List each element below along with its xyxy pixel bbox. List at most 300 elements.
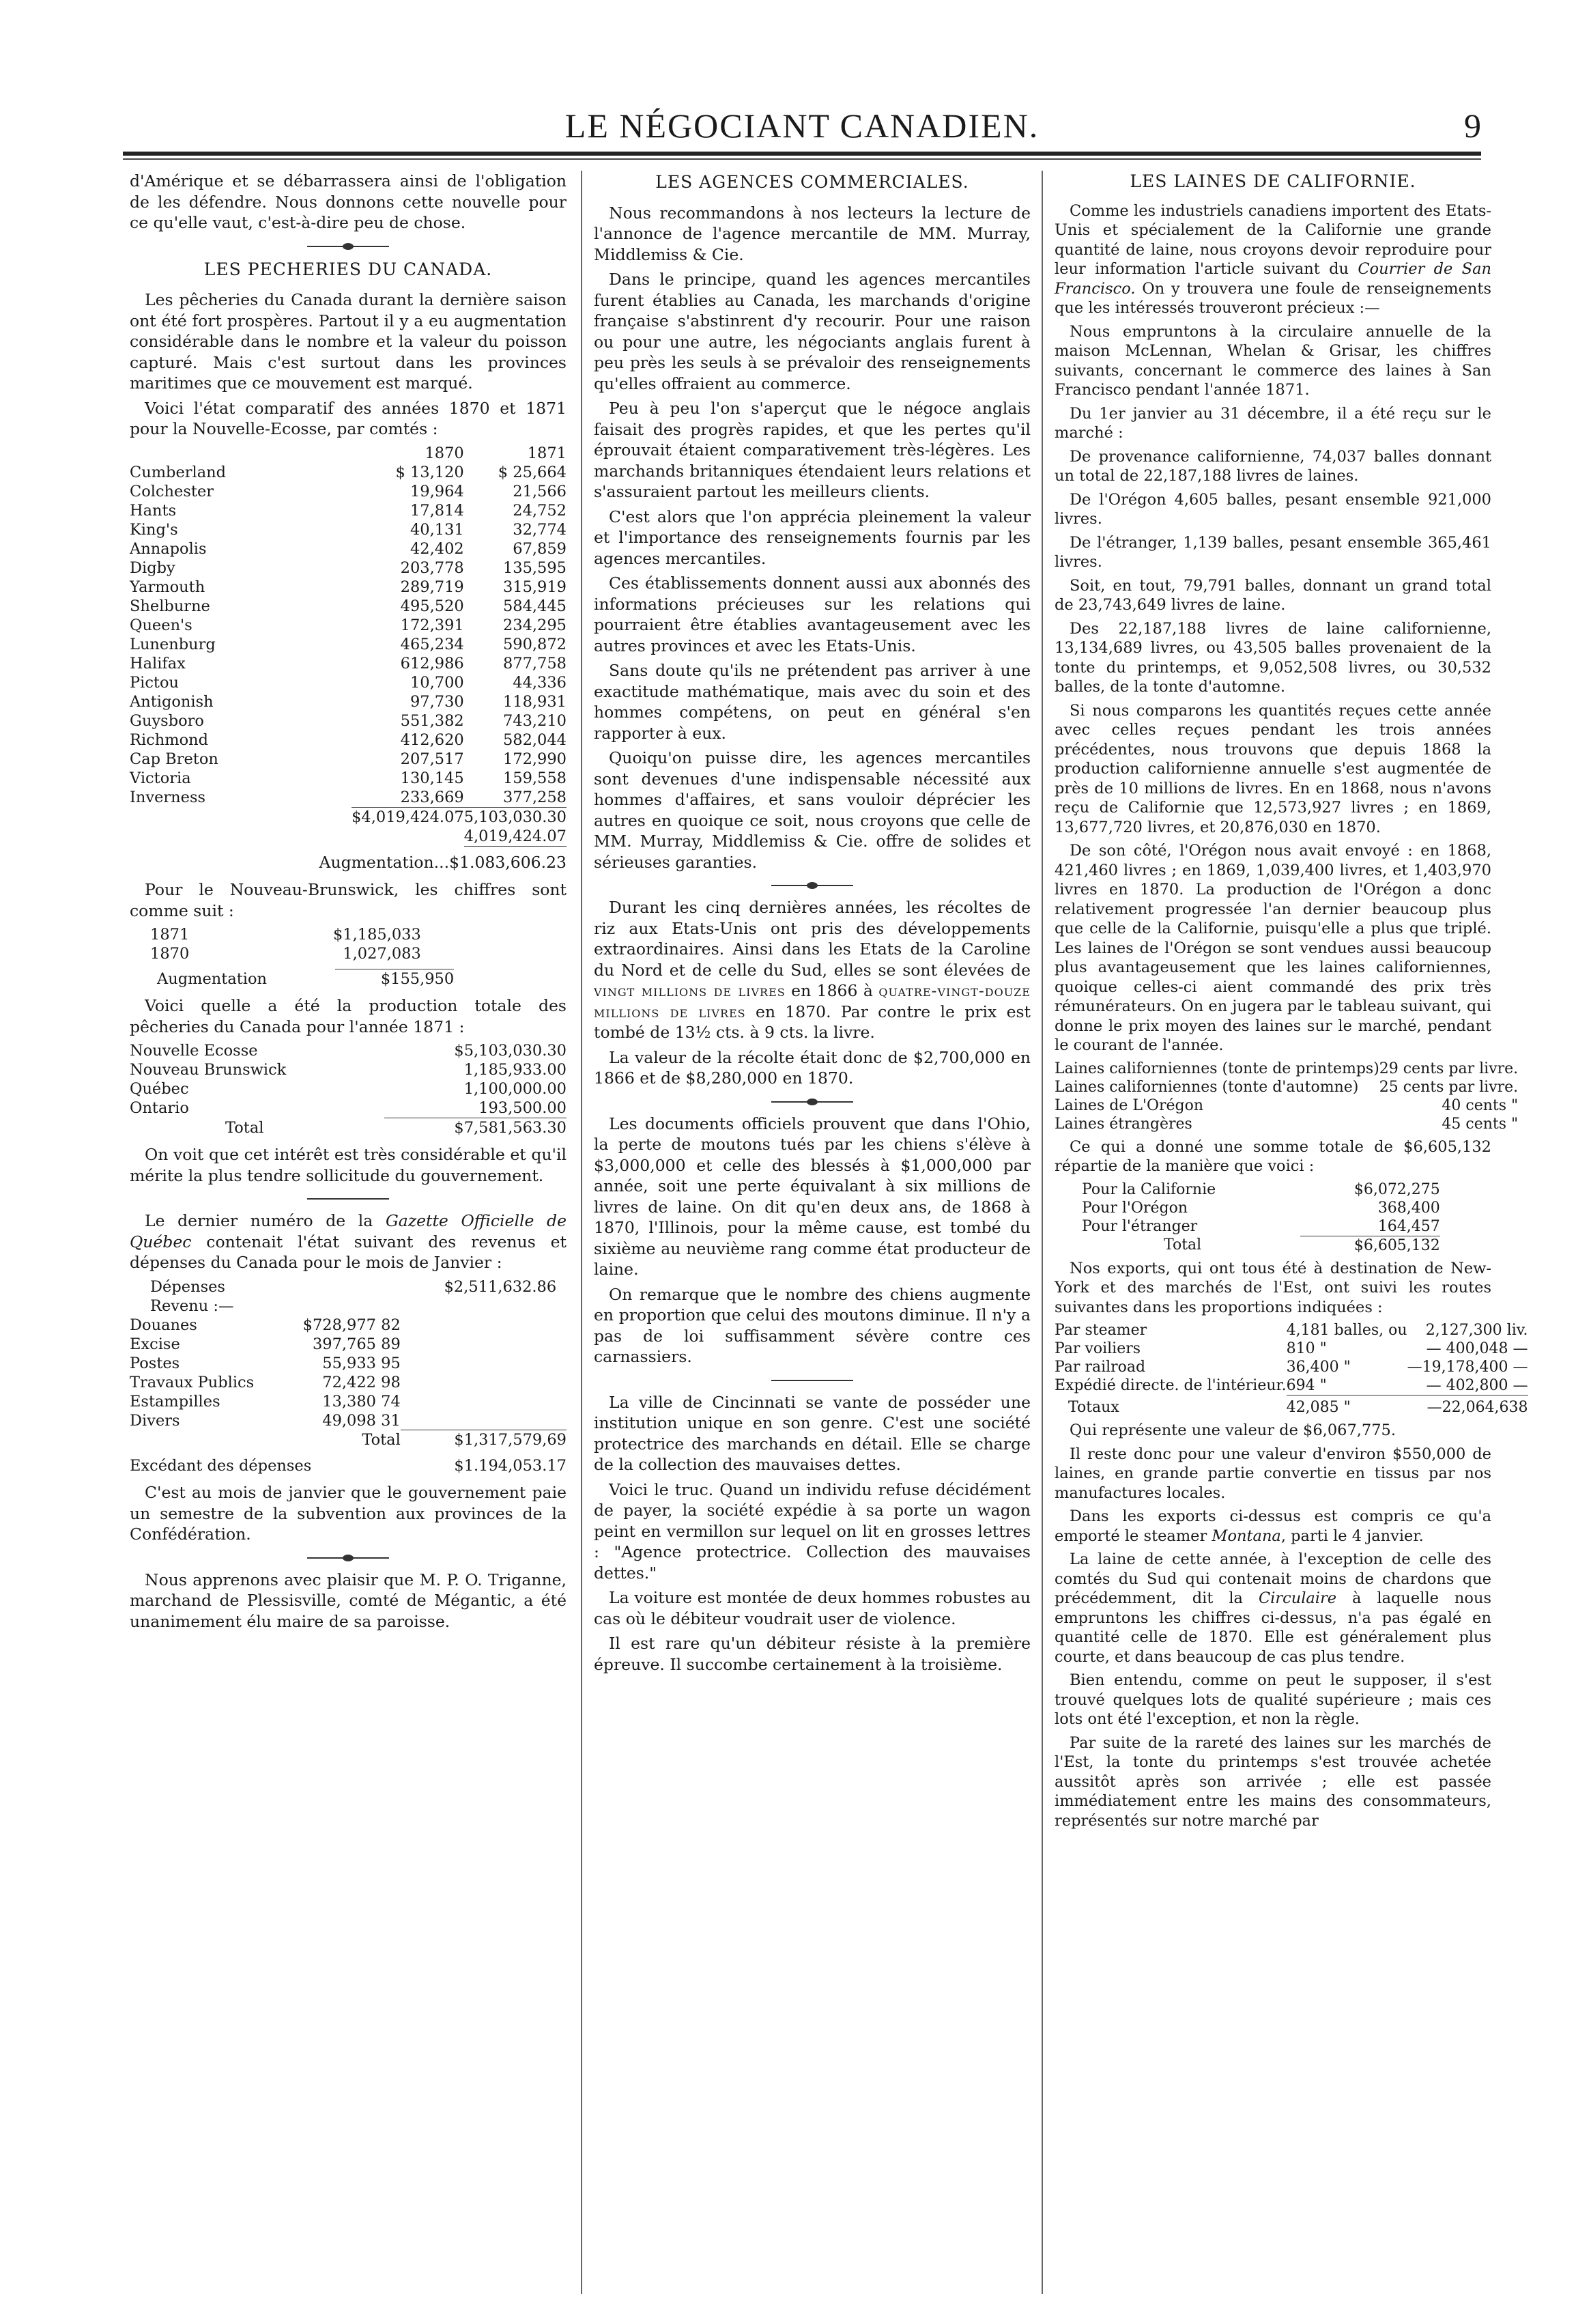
- province-label: Québec: [130, 1080, 189, 1098]
- paragraph: Par suite de la rareté des laines sur les marchés de l'Est, la tonte du printemps s'est trouvée achetée aussitôt après son arrivée ; elle est passée immédiatement entre les mains des consommateurs, représentés sur notre marché par: [1055, 1733, 1491, 1830]
- year-header: 1870: [425, 444, 464, 462]
- amount: 207,517: [400, 750, 464, 768]
- value-1871: [464, 501, 567, 520]
- table-row: [130, 1373, 567, 1392]
- amount: 42,402: [410, 539, 464, 558]
- paragraph: Pour le Nouveau-Brunswick, les chiffres sont comme suit :: [130, 880, 567, 920]
- amount: 465,234: [400, 635, 464, 653]
- revenue-label: Douanes: [130, 1316, 197, 1334]
- paragraph: Sans doute qu'ils ne prétendent pas arriver à une exactitude mathématique, mais avec du soin et des hommes compétens, on peut en général s'en rapporter à eux.: [594, 661, 1031, 743]
- value-1870: [352, 539, 464, 558]
- table-row: [130, 520, 567, 539]
- column-divider: [581, 171, 582, 2294]
- table-row: [130, 1316, 567, 1335]
- text-run: en 1870. Par contre le prix est tombé de 13½ cts. à 9 cts. la livre.: [594, 1002, 1031, 1042]
- value-1870: [352, 463, 464, 482]
- repartition-total-value: $6,605,132: [1300, 1236, 1440, 1255]
- excedant-value: $1.194,053.17: [454, 1457, 567, 1475]
- paragraph: Ces établissements donnent aussi aux abonnés des informations précieuses sur les relations qui pourraient être établies avantageusement avec les autres provinces et avec les Etats-Unis.: [594, 573, 1031, 655]
- section-separator: [771, 1380, 853, 1381]
- value-1870: [352, 635, 464, 654]
- text-run: Comme les industriels canadiens importent des Etats-Unis et spécialement de la Californie une grande quantité de laine, nous croyons devoir reproduire pour leur information l'article suivant du: [1055, 201, 1491, 278]
- value-1871: [464, 711, 567, 731]
- amount: 24,752: [513, 501, 567, 520]
- paragraph: Voici l'état comparatif des années 1870 et 1871 pour la Nouvelle-Ecosse, par comtés :: [130, 398, 567, 438]
- amount: 590,872: [502, 635, 567, 653]
- section-separator: [307, 246, 389, 247]
- column-divider: [1042, 171, 1043, 2294]
- table-header-row: [130, 444, 567, 463]
- paragraph: Nos exports, qui ont tous été à destination de New-York et des marchés de l'Est, ont suivi les routes suivantes dans les proportions indiquées :: [1055, 1259, 1491, 1316]
- table-row: [1055, 1376, 1528, 1395]
- revenue-value: $728,977 82: [302, 1316, 401, 1334]
- table-row: [1055, 1358, 1528, 1376]
- amount: 1,027,083: [343, 945, 421, 963]
- revenue-value: 72,422 98: [322, 1373, 401, 1391]
- repartition-table: [1082, 1180, 1440, 1255]
- amount: 551,382: [400, 711, 464, 730]
- exports-total-label: Totaux: [1068, 1398, 1119, 1416]
- wool-type: Laines étrangères: [1055, 1115, 1192, 1133]
- riz-paragraph: [594, 897, 1031, 1043]
- table-row: [130, 731, 567, 750]
- nb-table: [150, 925, 421, 963]
- value-1870: [352, 769, 464, 788]
- value-1870: [352, 501, 464, 520]
- value-1871: [464, 654, 567, 673]
- table-row: [1082, 1180, 1440, 1199]
- table-row: [130, 1099, 567, 1118]
- route-label: Par voiliers: [1055, 1340, 1141, 1357]
- paragraph: Quoiqu'on puisse dire, les agences mercantiles sont devenues d'une indispensable nécessité aux hommes d'affaires, et sans vouloir déprécier les autres en quoique ce soit, nous croyons que celle de MM. Murray, Middlemiss & Cie. offre de solides et sérieuses garanties.: [594, 748, 1031, 872]
- value-1870: [352, 731, 464, 750]
- nb-aug-label: Augmentation: [157, 969, 268, 988]
- article-heading: LES AGENCES COMMERCIALES.: [655, 172, 969, 192]
- paragraph: De l'Orégon 4,605 balles, pesant ensemble 921,000 livres.: [1055, 490, 1491, 528]
- table-row: [130, 558, 567, 578]
- paragraph: Les pêcheries du Canada durant la dernière saison ont été fort prospères. Partout il y a eu augmentation considérable dans le nombre et la valeur du poisson capturé. Mais c'est surtout dans les provinces maritimes que ce mouvement est marqué.: [130, 290, 567, 393]
- revenue-total-label: Total: [362, 1430, 401, 1449]
- paragraph: De l'étranger, 1,139 balles, pesant ensemble 365,461 livres.: [1055, 533, 1491, 571]
- table-row: [130, 539, 567, 558]
- total-1870: $4,019,424.07: [352, 808, 464, 826]
- laines-intro: [1055, 201, 1491, 318]
- paragraph: Du 1er janvier au 31 décembre, il a été reçu sur le marché :: [1055, 404, 1491, 442]
- column-2: [594, 171, 1031, 2294]
- table-row: [150, 925, 421, 944]
- county-name: Richmond: [130, 731, 209, 749]
- amount: 40,131: [410, 520, 464, 539]
- county-name: Guysboro: [130, 711, 204, 730]
- amount: 118,931: [502, 692, 567, 711]
- paragraph: Nous empruntons à la circulaire annuelle de la maison McLennan, Whelan & Grisar, les chiffres suivants, concernant le commerce des laines à San Francisco pendant l'année 1871.: [1055, 322, 1491, 399]
- table-row: [130, 1041, 567, 1060]
- paragraph: De son côté, l'Orégon nous avait envoyé : en 1868, 421,460 livres ; en 1869, 1,039,400 livres, et 1,403,970 livres en 1870. La production de l'Orégon a donc relativement progressée l'an dernier beaucoup plus que celle de la Californie, puisqu'elle a plus que triplé. Les laines de l'Orégon se sont vendues aussi beaucoup plus avantageusement que les laines californiennes, quoique celles-ci aient commandé des prix très rémunérateurs. On en jugera par le tableau suivant, qui donne le prix moyen des laines sur le marché, pendant le courant de l'année.: [1055, 842, 1491, 1054]
- revenue-label: Postes: [130, 1354, 180, 1372]
- masthead-rule: [123, 152, 1481, 156]
- text-run: Dans les exports ci-dessus est compris ce qu'a emporté le steamer: [1055, 1507, 1491, 1545]
- value-1870: [352, 482, 464, 501]
- county-name: Shelburne: [130, 597, 210, 615]
- amount: 289,719: [400, 578, 464, 596]
- amount: 17,814: [410, 501, 464, 520]
- repartition-total-label: Total: [1164, 1236, 1202, 1254]
- table-row: [150, 944, 421, 963]
- amount: 612,986: [400, 654, 464, 672]
- value-1871: [464, 635, 567, 654]
- value-1870: [352, 578, 464, 597]
- province-table: [130, 1041, 567, 1137]
- spacer-cell: [401, 1411, 567, 1430]
- county-name: King's: [130, 520, 178, 539]
- table-row: [130, 635, 567, 654]
- year-label: 1871: [150, 926, 190, 944]
- amount: 1,100,000.00: [463, 1080, 567, 1098]
- price: 29 cents par livre.: [1379, 1060, 1519, 1077]
- value-1871: [464, 673, 567, 692]
- county-name: Hants: [130, 501, 177, 520]
- province-total-value: $7,581,563.30: [384, 1118, 567, 1138]
- paragraph: On voit que cet intérêt est très considérable et qu'il mérite la plus tendre sollicitude du gouvernement.: [130, 1145, 567, 1185]
- table-row: [130, 578, 567, 597]
- amount: 13,120: [410, 463, 464, 481]
- bales: 36,400 ": [1286, 1359, 1351, 1376]
- destination: Pour l'étranger: [1082, 1217, 1198, 1235]
- revenue-value: 13,380 74: [322, 1392, 401, 1411]
- price-table: [1055, 1060, 1518, 1133]
- value-1870: [352, 597, 464, 616]
- amount: 368,400: [1377, 1199, 1440, 1217]
- table-row: [130, 769, 567, 788]
- nb-augmentation: [157, 969, 454, 989]
- subtract-value: 4,019,424.07: [463, 827, 567, 845]
- amount: 21,566: [513, 482, 567, 500]
- paragraph: Bien entendu, comme on peut le supposer, il s'est trouvé quelques lots de qualité supérieure ; mais ces lots ont été l'exception, et non la règle.: [1055, 1671, 1491, 1728]
- route-label: Par steamer: [1055, 1322, 1147, 1339]
- value-1871: [464, 463, 567, 482]
- table-row: [130, 482, 567, 501]
- text-run: à laquelle nous empruntons les chiffres ci-dessus, n'a pas égalé en quantité celle de 1870. Elle est généralement plus courte, et dans beaucoup de cas plus tendre.: [1055, 1589, 1491, 1666]
- amount: 1,185,933.00: [463, 1061, 567, 1079]
- publication-name: Gazette Officielle de Québec: [130, 1211, 567, 1251]
- county-name: Pictou: [130, 673, 180, 692]
- destination: Pour la Californie: [1082, 1180, 1216, 1198]
- table-row: [130, 1354, 567, 1373]
- section-separator: [307, 1198, 389, 1200]
- price: 25 cents par livre.: [1379, 1078, 1519, 1096]
- amount: 32,774: [513, 520, 567, 539]
- bales: 4,181 balles, ou: [1286, 1322, 1407, 1339]
- value-1871: [464, 597, 567, 616]
- text-run: On y trouvera une foule de renseignements que les intéressés trouveront précieux :—: [1055, 279, 1491, 317]
- paragraph: Nous recommandons à nos lecteurs la lecture de l'annonce de l'agence mercantile de MM. Murray, Middlemiss & Cie.: [594, 203, 1031, 264]
- pounds: 2,127,300 liv.: [1425, 1322, 1528, 1339]
- table-row: [1055, 1321, 1528, 1340]
- article-continuation: d'Amérique et se débarrassera ainsi de l'obligation de les défendre. Nous donnons cette nouvelle pour ce qu'elle vaut, c'est-à-dire peu de chose.: [130, 171, 567, 232]
- text-run: La laine de cette année, à l'exception de celle des comtés du Sud qui contenait moins de chardons que précédemment, dit la: [1055, 1550, 1491, 1607]
- masthead: [123, 106, 1481, 147]
- county-name: Halifax: [130, 654, 186, 672]
- table-row: [130, 1060, 567, 1079]
- county-name: Inverness: [130, 788, 206, 806]
- amount: 159,558: [502, 769, 567, 787]
- table-row: [1055, 1078, 1518, 1096]
- text-run: vingt millions de livres: [594, 981, 786, 1000]
- montana-paragraph: [1055, 1507, 1491, 1546]
- value-1871: [464, 692, 567, 711]
- table-row: [130, 654, 567, 673]
- subtract-row: [130, 827, 567, 847]
- price: 40 cents ": [1442, 1096, 1519, 1114]
- amount: 172,990: [502, 750, 567, 768]
- county-name: Antigonish: [130, 692, 214, 711]
- ship-name: Montana: [1212, 1527, 1281, 1545]
- paragraph: Peu à peu l'on s'aperçut que le négoce anglais faisait des progrès rapides, et que les pertes qu'il éprouvait étaient comparativement très-légères. Les marchands britanniques étendaient leurs relations et s'assuraient partout les meilleurs clients.: [594, 399, 1031, 501]
- paragraph: C'est alors que l'on apprécia pleinement la valeur et l'importance des renseignements fournis par les agences mercantiles.: [594, 507, 1031, 568]
- depenses-label: Dépenses: [150, 1277, 225, 1296]
- table-row: [130, 788, 567, 808]
- value-1871: [464, 558, 567, 578]
- table-row: [130, 1079, 567, 1099]
- paragraph: C'est au mois de janvier que le gouvernement paie un semestre de la subvention aux provinces de la Confédération.: [130, 1483, 567, 1544]
- section-separator: [771, 1101, 853, 1103]
- spacer-cell: [401, 1354, 567, 1373]
- amount: 67,859: [513, 539, 567, 558]
- value-1870: [352, 558, 464, 578]
- paragraph: Soit, en tout, 79,791 balles, donnant un grand total de 23,743,649 livres de laine.: [1055, 576, 1491, 614]
- circulaire-paragraph: [1055, 1550, 1491, 1667]
- value-1871: [464, 731, 567, 750]
- bales: 810 ": [1286, 1340, 1327, 1357]
- value-1870: [352, 673, 464, 692]
- county-name: Annapolis: [130, 539, 207, 558]
- paragraph: La valeur de la récolte était donc de $2,700,000 en 1866 et de $8,280,000 en 1870.: [594, 1047, 1031, 1088]
- county-name: Yarmouth: [130, 578, 205, 596]
- county-name: Queen's: [130, 616, 192, 634]
- amount: 233,669: [400, 788, 464, 806]
- province-total-label: Total: [225, 1118, 264, 1137]
- pounds: — 402,800 —: [1426, 1377, 1528, 1394]
- article-heading: LES LAINES DE CALIFORNIE.: [1130, 171, 1416, 191]
- column-1: [130, 171, 567, 2294]
- paragraph: Dans le principe, quand les agences mercantiles furent établies au Canada, les marchands d'origine française s'abstinrent d'y recourir. Pour une raison ou pour une autre, les négociants anglais furent à peu près les seuls à se prévaloir des renseignements qu'elles offraient au commerce.: [594, 270, 1031, 393]
- year-label: 1870: [150, 945, 190, 963]
- paragraph: La ville de Cincinnati se vante de posséder une institution unique en son genre. C'est une société protectrice des marchands en détail. Elle se charge de la collection des mauvaises dettes.: [594, 1392, 1031, 1474]
- table-row: [1055, 1340, 1528, 1358]
- value-1871: [464, 482, 567, 501]
- depenses-table: [150, 1277, 556, 1316]
- table-row: [130, 750, 567, 769]
- spacer-cell: [401, 1335, 567, 1354]
- amount: 193,500.00: [478, 1099, 567, 1117]
- table-row: [130, 673, 567, 692]
- revenue-label: Excise: [130, 1335, 180, 1353]
- amount: $6,072,275: [1353, 1180, 1440, 1198]
- table-row: [1055, 1115, 1518, 1133]
- paragraph: Des 22,187,188 livres de laine californienne, 13,134,689 livres, ou 43,505 balles provenaient de la tonte du printemps, et 9,052,508 livres, ou 30,532 balles, de la tonte d'automne.: [1055, 619, 1491, 696]
- value-1871: [464, 750, 567, 769]
- depenses-value: $2,511,632.86: [444, 1277, 557, 1296]
- paragraph: Ce qui a donné une somme totale de $6,605,132 répartie de la manière que voici :: [1055, 1137, 1491, 1175]
- newspaper-title: LE NÉGOCIANT CANADIEN.: [564, 107, 1040, 145]
- paragraph: On remarque que le nombre des chiens augmente en proportion que celui des moutons diminue. Il n'y a pas de loi suffisamment sévère contre ces carnassiers.: [594, 1284, 1031, 1366]
- exports-table: [1055, 1321, 1528, 1417]
- amount: 495,520: [400, 597, 464, 615]
- value-1871: [464, 788, 567, 808]
- paragraph: Il est rare qu'un débiteur résiste à la première épreuve. Il succombe certainement à la troisième.: [594, 1634, 1031, 1674]
- exports-total-livres: —22,064,638: [1407, 1395, 1528, 1417]
- page-number: 9: [1464, 107, 1481, 145]
- revenue-value: 55,933 95: [322, 1354, 401, 1372]
- amount: 135,595: [502, 558, 567, 577]
- table-row: [130, 1411, 567, 1430]
- wool-type: Laines de L'Orégon: [1055, 1096, 1204, 1114]
- totals-row: [130, 807, 567, 827]
- paragraph: Voici le truc. Quand un individu refuse décidément de payer, la société expédie à sa porte un wagon peint en vermillon sur lequel on lit en grosses lettres : "Agence protectrice. Collection des mauvaises dettes.": [594, 1479, 1031, 1583]
- wool-type: Laines californiennes (tonte de printemps): [1055, 1060, 1379, 1077]
- county-name: Victoria: [130, 769, 191, 787]
- exports-total-balles: 42,085 ": [1287, 1395, 1407, 1417]
- amount: 44,336: [513, 673, 567, 692]
- paragraph: Voici quelle a été la production totale des pêcheries du Canada pour l'année 1871 :: [130, 996, 567, 1036]
- table-row: [130, 711, 567, 731]
- amount: 315,919: [502, 578, 567, 596]
- pounds: —19,178,400 —: [1407, 1359, 1528, 1376]
- text-run: Le dernier numéro de la: [145, 1211, 386, 1230]
- paragraph: Si nous comparons les quantités reçues cette année avec celles reçues pendant les trois années précédentes, nous trouvons que depuis 1868 la production californienne annuelle s'est augmentée de près de 10 millions de livres. En en 1868, nous n'avons reçu de Californie que 12,573,927 livres ; en 1869, 13,677,720 livres, et 20,876,030 en 1870.: [1055, 701, 1491, 836]
- bales: 694 ": [1286, 1377, 1327, 1394]
- table-row: [1055, 1060, 1518, 1078]
- table-row: [130, 597, 567, 616]
- text-run: contenait l'état suivant des revenus et dépenses du Canada pour le mois de Janvier :: [130, 1232, 567, 1272]
- amount: 97,730: [410, 692, 464, 711]
- table-row: [130, 1335, 567, 1354]
- paragraph: La voiture est montée de deux hommes robustes au cas où le débiteur voudrait user de violence.: [594, 1588, 1031, 1628]
- county-name: Colchester: [130, 482, 214, 500]
- text-run: en 1866 à: [785, 981, 879, 1000]
- destination: Pour l'Orégon: [1082, 1199, 1188, 1217]
- paragraph: Il reste donc pour une valeur d'environ $550,000 de laines, en grande partie convertie en tissus par nos manufactures locales.: [1055, 1445, 1491, 1502]
- column-3: [1055, 171, 1528, 2294]
- amount: 584,445: [502, 597, 567, 615]
- province-label: Nouveau Brunswick: [130, 1061, 287, 1079]
- value-1870: [352, 750, 464, 769]
- text-run: quatre-vingt-douze millions de livres: [594, 981, 1031, 1021]
- price: 45 cents ": [1442, 1115, 1519, 1133]
- revenue-value: 397,765 89: [312, 1335, 401, 1353]
- text-run: Durant les cinq dernières années, les récoltes de riz aux Etats-Unis ont pris des développements extraordinaires. Ainsi dans les Etats de la Caroline du Nord et de celle du Sud, elles se sont élevées de: [594, 898, 1031, 980]
- route-label: Expédié directe. de l'intérieur.: [1055, 1377, 1287, 1395]
- route-label: Par railroad: [1055, 1359, 1146, 1376]
- revenue-table: [130, 1316, 567, 1450]
- amount: $5,103,030.30: [454, 1042, 567, 1060]
- spacer-cell: [401, 1392, 567, 1411]
- value-1870: [352, 520, 464, 539]
- table-row: [1082, 1199, 1440, 1217]
- county-name: Digby: [130, 558, 175, 577]
- publication-name: Circulaire: [1258, 1589, 1337, 1607]
- total-1871: 5,103,030.30: [463, 808, 567, 826]
- excedant-table: [130, 1456, 567, 1475]
- currency-symbol: $: [498, 463, 508, 481]
- wool-type: Laines californiennes (tonte d'automne): [1055, 1078, 1359, 1096]
- table-row: [130, 463, 567, 482]
- spacer-cell: [401, 1316, 567, 1335]
- amount: 743,210: [502, 711, 567, 730]
- amount: 203,778: [400, 558, 464, 577]
- value-1871: [464, 769, 567, 788]
- value-1870: [352, 616, 464, 635]
- amount: 25,664: [513, 463, 567, 481]
- amount: 172,391: [400, 616, 464, 634]
- county-name: Lunenburg: [130, 635, 216, 653]
- article-heading: LES PECHERIES DU CANADA.: [203, 259, 493, 279]
- county-name: Cap Breton: [130, 750, 218, 768]
- gazette-paragraph: [130, 1210, 567, 1273]
- value-1871: [464, 578, 567, 597]
- amount: 412,620: [400, 731, 464, 749]
- augmentation-line: Augmentation...$1.083,606.23: [319, 852, 567, 872]
- value-1870: [352, 654, 464, 673]
- value-1871: [464, 520, 567, 539]
- table-row: [1082, 1217, 1440, 1236]
- pounds: — 400,048 —: [1426, 1340, 1528, 1357]
- revenu-label: Revenu :—: [150, 1296, 234, 1315]
- amount: 582,044: [502, 731, 567, 749]
- amount: 130,145: [400, 769, 464, 787]
- amount: 10,700: [410, 673, 464, 692]
- text-run: , parti le 4 janvier.: [1280, 1527, 1424, 1545]
- publication-name: Courrier de San Francisco.: [1055, 260, 1491, 298]
- year-header: 1871: [527, 444, 567, 462]
- amount: 164,457: [1377, 1217, 1440, 1235]
- paragraph: Nous apprenons avec plaisir que M. P. O. Triganne, marchand de Plessisville, comté de Mégantic, a été unanimement élu maire de sa paroisse.: [130, 1570, 567, 1631]
- value-1870: [352, 692, 464, 711]
- section-separator: [771, 885, 853, 886]
- county-table: [130, 444, 567, 847]
- value-1871: [464, 539, 567, 558]
- province-label: Ontario: [130, 1099, 189, 1118]
- county-name: Cumberland: [130, 463, 227, 481]
- revenue-value: 49,098 31: [322, 1411, 401, 1430]
- table-row: [130, 1392, 567, 1411]
- paragraph: Les documents officiels prouvent que dans l'Ohio, la perte de moutons tués par les chiens s'élève à $3,000,000 et celle des blessés à $1,000,000 par année, soit une perte équivalant à six millions de livres de laine. On dit qu'en deux ans, de 1868 à 1870, l'Illinois, pour la même cause, est tombé du sixième au neuvième rang comme état producteur de laine.: [594, 1114, 1031, 1279]
- nb-aug-value: $155,950: [335, 969, 454, 989]
- section-separator: [307, 1557, 389, 1559]
- amount: 19,964: [410, 482, 464, 500]
- amount: 877,758: [502, 654, 567, 672]
- paragraph: Qui représente une valeur de $6,067,775.: [1070, 1421, 1396, 1439]
- table-row: [130, 692, 567, 711]
- revenue-label: Estampilles: [130, 1392, 220, 1411]
- currency-symbol: $: [395, 463, 405, 481]
- table-row: [1055, 1096, 1518, 1115]
- value-1871: [464, 616, 567, 635]
- spacer-cell: [401, 1373, 567, 1392]
- value-1870: [352, 711, 464, 731]
- masthead-rule-thin: [123, 158, 1481, 160]
- province-label: Nouvelle Ecosse: [130, 1042, 258, 1060]
- amount: 377,258: [502, 788, 567, 806]
- table-row: [130, 616, 567, 635]
- amount: $1,185,033: [332, 926, 421, 944]
- revenue-total-value: $1,317,579,69: [401, 1430, 567, 1450]
- revenue-label: Travaux Publics: [130, 1373, 255, 1391]
- value-1870: [352, 788, 464, 808]
- amount: 234,295: [502, 616, 567, 634]
- paragraph: De provenance californienne, 74,037 balles donnant un total de 22,187,188 livres de laines.: [1055, 447, 1491, 485]
- table-row: [130, 501, 567, 520]
